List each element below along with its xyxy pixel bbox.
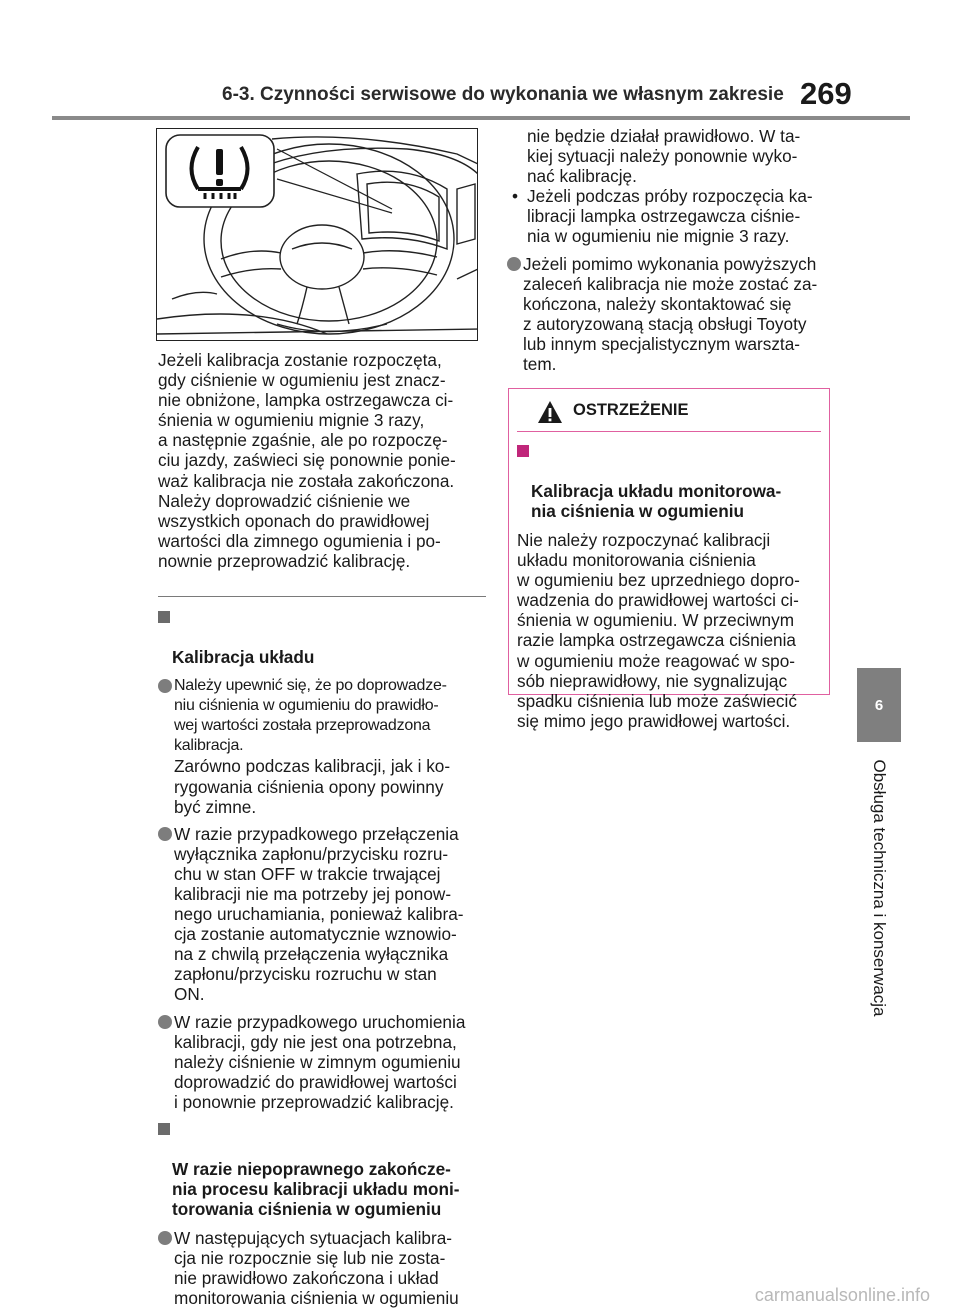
warning-content <box>517 441 823 731</box>
chapter-tab: 6 <box>857 668 901 742</box>
warning-divider <box>517 431 821 432</box>
list-item <box>158 676 486 817</box>
list-item <box>158 1012 486 1112</box>
square-bullet-icon <box>517 445 529 457</box>
section-heading-calibration <box>158 607 486 667</box>
warning-triangle-icon <box>537 400 563 424</box>
left-column <box>158 350 486 1308</box>
list-item <box>507 254 839 375</box>
list-item-text: Jeżeli podczas próby rozpoczęcia ka- libracji lampka ostrzegawcza ciśnie- nia w ogumieniu nie mignie 3 razy. <box>527 186 813 247</box>
section-title: W razie niepoprawnego zakończe- nia procesu kalibracji układu moni- torowania ciśnienia w ogumieniu <box>172 1159 460 1219</box>
circle-bullet-icon <box>158 679 172 693</box>
warning-box <box>508 388 830 731</box>
section-divider <box>158 596 486 597</box>
list-item-text: Należy upewnić się, że po doprowadze- niu ciśnienia w ogumieniu do prawidło- wej wartości została przeprowadzona kalibracja. <box>174 677 447 755</box>
running-header-title: 6-3. Czynności serwisowe do wykonania we własnym zakresie <box>222 84 784 105</box>
steering-wheel-drawing <box>157 129 478 341</box>
warning-title: Kalibracja układu monitorowa- nia ciśnienia w ogumieniu <box>531 481 782 521</box>
list-item <box>158 824 486 1005</box>
watermark: carmanualsonline.info <box>754 1285 930 1305</box>
square-bullet-icon <box>158 611 170 623</box>
circle-bullet-icon <box>158 1015 172 1029</box>
continued-text: nie będzie działał prawidłowo. W ta- kiej sytuacji należy ponownie wyko- nać kalibrację. <box>527 126 801 187</box>
section-title: Kalibracja układu <box>172 647 315 668</box>
list-item-text: W razie przypadkowego przełączenia wyłącznika zapłonu/przycisku rozru- chu w stan OFF w trakcie trwającej kalibracji nie ma potrzeby jej ponow- nego uruchamiania, ponieważ kalibra- cja zostanie automatycznie wznowio- na z chwilą przełączenia wyłącznika zapłonu/przycisku rozruchu w stan ON. <box>174 823 464 1005</box>
chapter-label: Obsługa techniczna i konserwacja <box>870 759 889 1017</box>
circle-bullet-icon <box>507 257 521 271</box>
page-number: 269 <box>800 76 852 111</box>
calibration-note-paragraph: Jeżeli kalibracja zostanie rozpoczęta, gdy ciśnienie w ogumieniu jest znacz- nie obniżone, lampka ostrzegawcza ci- śnienia w ogumieniu mignie 3 razy, a następnie zgaśnie, ale po rozpoczę- ciu jazdy, zaświeci się ponownie ponie- waż kalibracja nie została zakończona. Należy doprowadzić ciśnienie we wszystkich oponach do prawidłowej wartości dla zimnego ogumienia i po- nownie przeprowadzić kalibrację. <box>158 350 456 571</box>
warning-label: OSTRZEŻENIE <box>573 401 689 419</box>
section-heading-incorrect-calibration <box>158 1119 486 1219</box>
square-bullet-icon <box>158 1123 170 1135</box>
list-item <box>507 186 839 246</box>
list-item-text: Zarówno podczas kalibracji, jak i ko- rygowania ciśnienia opony powinny być zimne. <box>174 756 451 817</box>
warning-text: Nie należy rozpoczynać kalibracji układu monitorowania ciśnienia w ogumieniu bez uprzedniego dopro- wadzenia do prawidłowej wartości ci- śnienia w ogumieniu. W przeciwnym razie lampka ostrzegawcza ciśnienia w ogumieniu może reagować w spo- sób nieprawidłowy, nie sygnalizując spadku ciśnienia lub może zaświecić się mimo jego prawidłowej wartości. <box>517 530 800 731</box>
list-item <box>158 1228 486 1308</box>
circle-bullet-icon <box>158 827 172 841</box>
list-item-text: W razie przypadkowego uruchomienia kalibracji, gdy nie jest ona potrzebna, należy ciśnienie w zimnym ogumieniu doprowadzić do prawidłowej wartości i ponownie przeprowadzić kalibrację. <box>174 1011 466 1112</box>
dot-bullet-icon: • <box>512 186 519 207</box>
circle-bullet-icon <box>158 1231 172 1245</box>
warning-heading <box>517 441 823 521</box>
list-item-text: W następujących sytuacjach kalibra- cja nie rozpocznie się lub nie zosta- nie prawidłowo zakończona i układ monitorowania ciśnienia w ogumieniu <box>174 1228 459 1309</box>
right-column <box>507 126 839 374</box>
dashboard-illustration <box>156 128 478 341</box>
header-divider <box>52 116 910 120</box>
list-item-text: Jeżeli pomimo wykonania powyższych zaleceń kalibracja nie może zostać za- kończona, należy skontaktować się z autoryzowaną stacją obsługi Toyoty lub innym specjalistycznym warszta- tem. <box>523 253 818 375</box>
